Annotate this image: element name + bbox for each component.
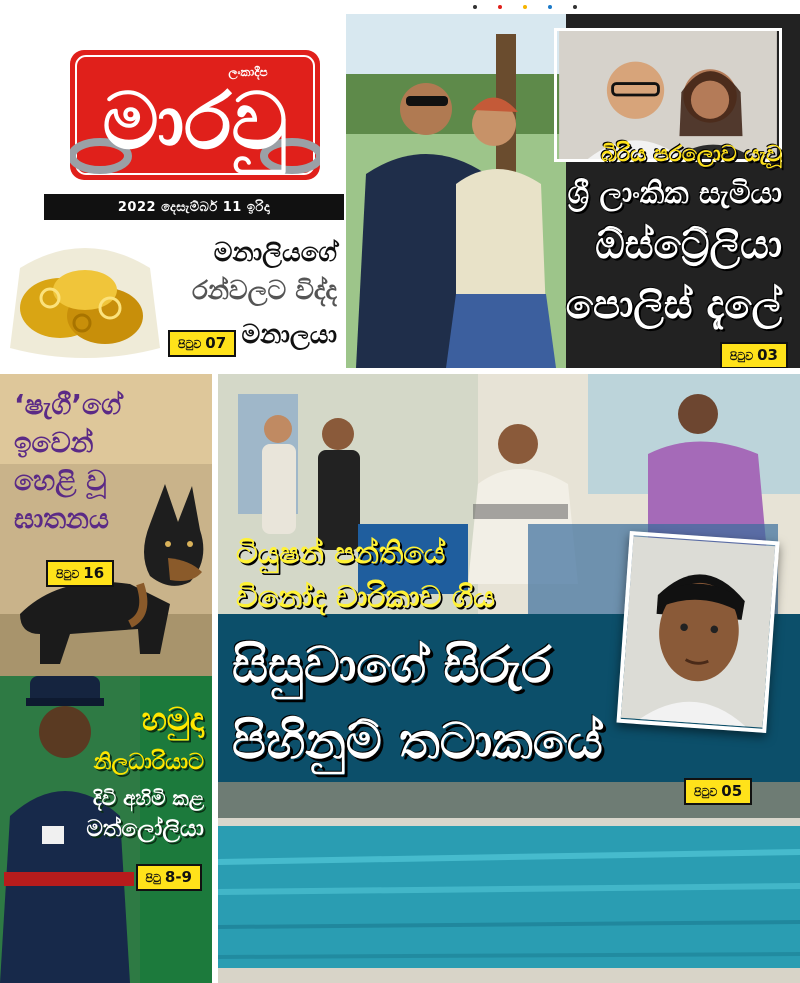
main-story[interactable]	[218, 374, 800, 983]
army-page-number: 8-9	[164, 868, 192, 886]
gold-headline-line-2: රන්වලට විද්ද	[192, 276, 337, 306]
masthead-title: මාරවු	[102, 77, 288, 167]
gold-headline-line-1: මනාලියගේ	[213, 238, 337, 268]
dateline: 2022 දෙසැම්බර් 11 ඉරිදා	[44, 194, 344, 220]
student-portrait	[616, 531, 779, 733]
army-headline-line-3: දිවි අහිමි කළ	[92, 786, 204, 810]
australia-page-badge	[720, 342, 788, 368]
couple-photo	[346, 14, 566, 368]
army-headline-line-4: මත්ලෝලියා	[86, 816, 204, 842]
gold-jewellery-photo	[0, 228, 170, 363]
dog-headline-line-1: ‘ෂැගී’ගේ	[14, 388, 122, 421]
army-headline-line-1: හමුදා	[141, 700, 204, 738]
main-page-label: පිටුව	[694, 786, 718, 799]
dog-page-badge	[46, 560, 114, 587]
gold-story[interactable]	[0, 228, 345, 368]
australia-headline-line-3: පොලිස් දැලේ	[565, 282, 782, 328]
main-page-number: 05	[721, 782, 743, 800]
gold-page-badge	[168, 330, 236, 357]
australia-page-label: පිටුව	[729, 350, 754, 363]
australia-kicker: බිරිය පරලොව යැවූ	[601, 142, 782, 167]
army-page-badge	[136, 864, 202, 891]
main-page-badge	[684, 778, 752, 805]
australia-story[interactable]	[346, 14, 800, 368]
gold-page-number: 07	[205, 334, 227, 352]
dog-headline-line-2: ඉවෙන්	[14, 426, 94, 459]
dog-page-number: 16	[83, 564, 105, 582]
dog-headline-line-3: හෙළි වූ	[14, 464, 107, 497]
swimming-pool-photo	[218, 782, 800, 983]
main-headline-line-2: පිහිනුම් තටාකයේ	[232, 712, 603, 770]
dog-headline-line-4: ඝාතනය	[14, 502, 109, 535]
masthead	[0, 0, 345, 228]
army-story[interactable]	[0, 676, 212, 983]
gold-headline-line-3: මනාලයා	[241, 320, 337, 350]
australia-page-number: 03	[757, 346, 778, 364]
army-headline-line-2: නිලධාරියාට	[93, 750, 204, 775]
main-kicker-line-2: විනෝද චාරිකාව ගිය	[236, 580, 495, 615]
australia-headline-line-2: ඕස්ට්‍රේලියා	[595, 222, 782, 268]
army-page-label: පිටු	[145, 872, 161, 885]
main-headline-line-1: සිසුවාගේ සිරුර	[232, 636, 552, 694]
gold-page-label: පිටුව	[178, 338, 202, 351]
australia-headline-line-1: ශ්‍රී ලාංකික සැමියා	[567, 176, 782, 211]
main-kicker-line-1: ටියුෂන් පන්තියේ	[236, 536, 446, 571]
masthead-subtitle: ලංකාදීප	[228, 65, 268, 79]
dog-page-label: පිටුව	[56, 568, 80, 581]
dog-story[interactable]	[0, 374, 212, 676]
masthead-logo	[70, 44, 320, 194]
decorative-dots	[470, 4, 580, 10]
